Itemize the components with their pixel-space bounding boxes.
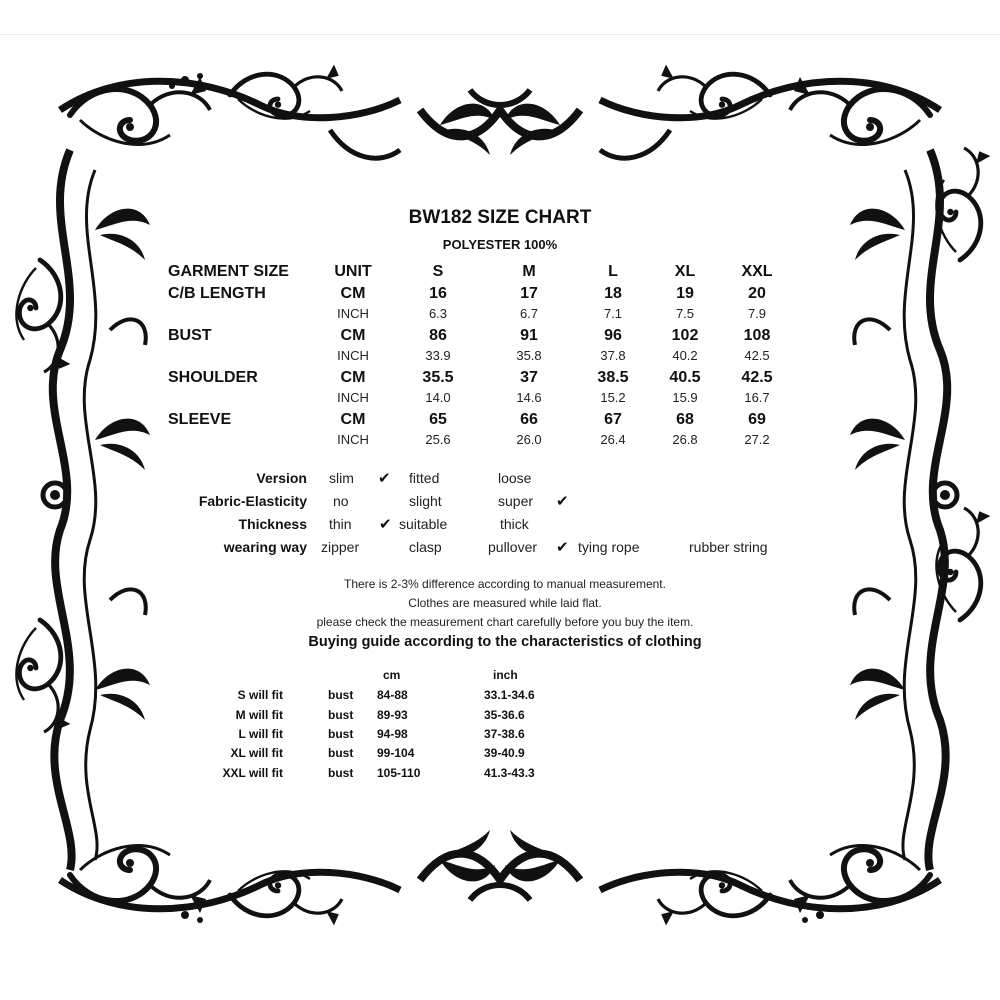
guide-header-inch: inch xyxy=(493,668,518,682)
header-garment-size: GARMENT SIZE xyxy=(168,263,289,280)
attr-option: rubber string xyxy=(689,539,768,555)
attr-option: slim xyxy=(329,470,354,486)
attr-option: zipper xyxy=(321,539,360,555)
table-cell: 102 xyxy=(671,327,699,344)
unit-cm: CM xyxy=(340,285,366,302)
attr-option: pullover xyxy=(488,539,538,555)
table-cell: 26.4 xyxy=(600,432,626,447)
note-difference: There is 2-3% difference according to manual measurement. xyxy=(344,577,666,591)
table-cell: 18 xyxy=(604,285,622,302)
chart-title: BW182 SIZE CHART xyxy=(408,207,592,228)
attr-label-wearing-way: wearing way xyxy=(223,539,307,555)
check-icon: ✔ xyxy=(378,470,391,487)
attr-option: super xyxy=(498,493,534,509)
table-cell: 91 xyxy=(520,327,538,344)
attr-option: slight xyxy=(409,493,442,509)
guide-size: M will fit xyxy=(235,708,283,722)
table-cell: 65 xyxy=(429,411,447,428)
attr-option: suitable xyxy=(399,516,448,532)
table-cell: 68 xyxy=(676,411,694,428)
table-cell: 25.6 xyxy=(425,432,451,447)
attr-option: thick xyxy=(500,516,529,532)
guide-inch: 33.1-34.6 xyxy=(484,688,535,702)
guide-size: S will fit xyxy=(237,688,283,702)
table-cell: 86 xyxy=(429,327,447,344)
table-cell: 108 xyxy=(743,327,771,344)
attr-option: loose xyxy=(498,470,532,486)
table-cell: 6.7 xyxy=(519,306,539,321)
table-cell: 14.6 xyxy=(516,390,542,405)
guide-size: XL will fit xyxy=(230,746,283,760)
table-cell: 69 xyxy=(748,411,766,428)
header-size-xl: XL xyxy=(674,263,696,280)
note-laid-flat: Clothes are measured while laid flat. xyxy=(408,596,602,610)
note-check-chart: please check the measurement chart carefully before you buy the item. xyxy=(316,615,694,629)
row-label-cb-length: C/B LENGTH xyxy=(168,285,266,302)
attr-label-fabric-elasticity: Fabric-Elasticity xyxy=(198,493,307,509)
table-cell: 38.5 xyxy=(597,369,629,386)
guide-size: L will fit xyxy=(238,727,283,741)
table-cell: 37.8 xyxy=(600,348,626,363)
table-cell: 19 xyxy=(676,285,694,302)
header-size-l: L xyxy=(608,263,618,280)
table-cell: 40.2 xyxy=(672,348,698,363)
guide-part: bust xyxy=(328,688,354,702)
unit-inch: INCH xyxy=(337,306,369,321)
guide-inch: 35-36.6 xyxy=(484,708,525,722)
table-cell: 27.2 xyxy=(744,432,770,447)
guide-part: bust xyxy=(328,727,354,741)
table-cell: 96 xyxy=(604,327,622,344)
table-cell: 35.5 xyxy=(422,369,454,386)
guide-header-cm: cm xyxy=(383,668,401,682)
attr-option: thin xyxy=(329,516,352,532)
header-unit: UNIT xyxy=(334,263,372,280)
table-cell: 37 xyxy=(520,369,538,386)
table-cell: 15.2 xyxy=(600,390,626,405)
material-subtitle: POLYESTER 100% xyxy=(442,237,558,252)
check-icon: ✔ xyxy=(556,539,569,556)
table-cell: 6.3 xyxy=(428,306,448,321)
attr-option: tying rope xyxy=(578,539,640,555)
unit-cm: CM xyxy=(340,369,366,386)
guide-part: bust xyxy=(328,708,354,722)
row-label-sleeve: SLEEVE xyxy=(168,411,232,428)
table-cell: 15.9 xyxy=(672,390,698,405)
table-cell: 14.0 xyxy=(425,390,451,405)
guide-size: XXL will fit xyxy=(222,766,283,780)
attr-option: fitted xyxy=(409,470,440,486)
unit-cm: CM xyxy=(340,411,366,428)
table-cell: 16 xyxy=(429,285,447,302)
table-cell: 33.9 xyxy=(425,348,451,363)
table-cell: 17 xyxy=(520,285,538,302)
attr-option: clasp xyxy=(409,539,442,555)
attr-label-thickness: Thickness xyxy=(238,516,307,532)
unit-inch: INCH xyxy=(337,432,369,447)
guide-cm: 84-88 xyxy=(377,688,408,702)
attr-label-version: Version xyxy=(256,470,307,486)
table-cell: 20 xyxy=(748,285,766,302)
table-cell: 35.8 xyxy=(516,348,542,363)
guide-cm: 105-110 xyxy=(377,766,421,780)
unit-inch: INCH xyxy=(337,390,369,405)
guide-part: bust xyxy=(328,746,354,760)
guide-inch: 37-38.6 xyxy=(484,727,525,741)
table-cell: 7.1 xyxy=(603,306,623,321)
row-label-bust: BUST xyxy=(168,327,212,344)
guide-cm: 99-104 xyxy=(377,746,415,760)
table-cell: 42.5 xyxy=(741,369,773,386)
header-size-m: M xyxy=(522,263,536,280)
check-icon: ✔ xyxy=(556,493,569,510)
table-cell: 66 xyxy=(520,411,538,428)
row-label-shoulder: SHOULDER xyxy=(168,369,258,386)
guide-inch: 41.3-43.3 xyxy=(484,766,535,780)
check-icon: ✔ xyxy=(379,516,392,533)
table-cell: 16.7 xyxy=(744,390,770,405)
table-cell: 67 xyxy=(604,411,622,428)
guide-inch: 39-40.9 xyxy=(484,746,525,760)
guide-part: bust xyxy=(328,766,354,780)
table-cell: 7.5 xyxy=(675,306,695,321)
unit-cm: CM xyxy=(340,327,366,344)
guide-cm: 89-93 xyxy=(377,708,408,722)
header-size-s: S xyxy=(432,263,444,280)
table-cell: 42.5 xyxy=(744,348,770,363)
guide-cm: 94-98 xyxy=(377,727,408,741)
table-cell: 26.0 xyxy=(516,432,542,447)
table-cell: 26.8 xyxy=(672,432,698,447)
unit-inch: INCH xyxy=(337,348,369,363)
buying-guide-title: Buying guide according to the characteristics of clothing xyxy=(308,634,702,650)
table-cell: 7.9 xyxy=(747,306,767,321)
table-cell: 40.5 xyxy=(669,369,701,386)
attr-option: no xyxy=(333,493,349,509)
header-size-xxl: XXL xyxy=(741,263,773,280)
